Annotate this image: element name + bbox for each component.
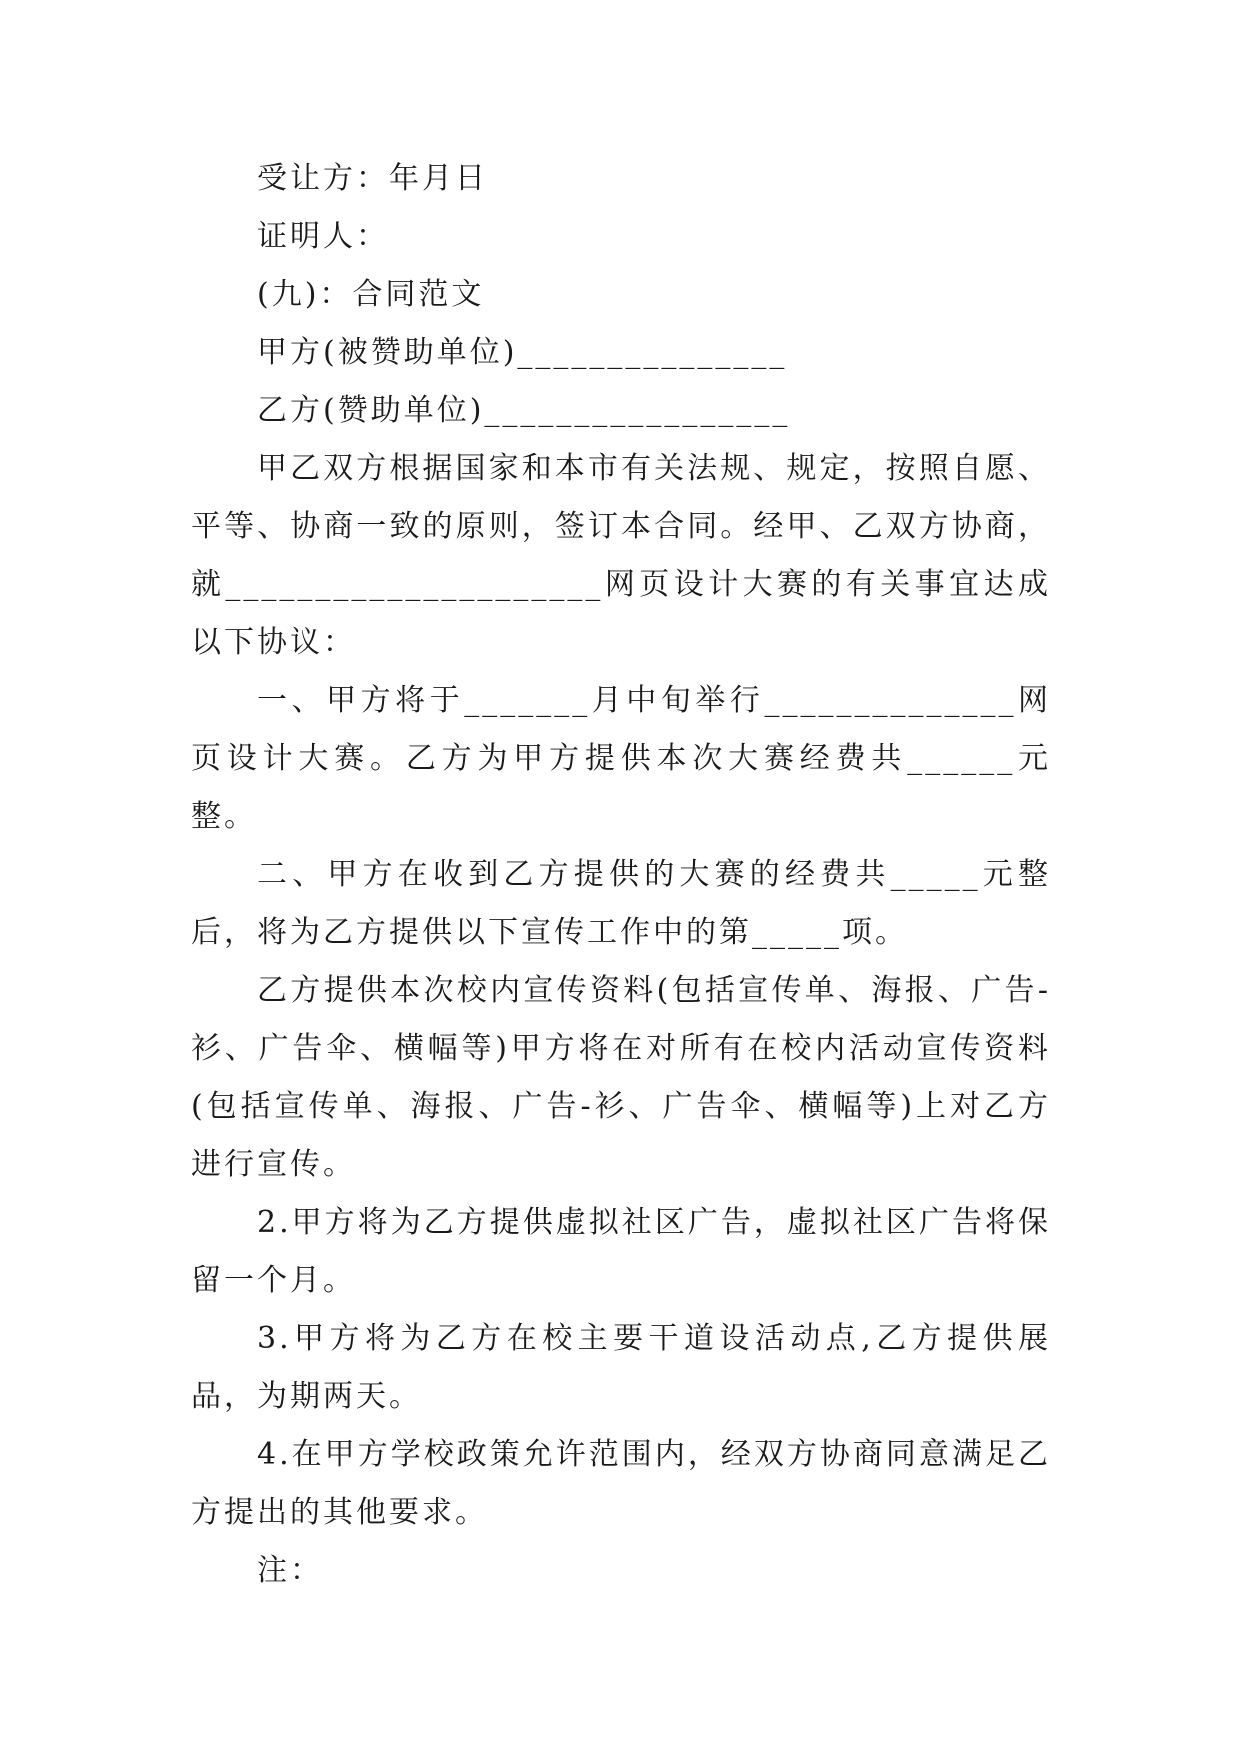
paragraph-item-4: 4.在甲方学校政策允许范围内，经双方协商同意满足乙方提出的其他要求。 (191, 1437, 1051, 1530)
paragraph-clause-2: 二、甲方在收到乙方提供的大赛的经费共_____元整后，将为乙方提供以下宣传工作中的第_____项。 (191, 857, 1051, 950)
paragraph-preamble: 甲乙双方根据国家和本市有关法规、规定，按照自愿、平等、协商一致的原则，签订本合同。经甲、乙双方协商，就_____________________网页设计大赛的有关事宜达成以下协议： (191, 451, 1051, 660)
paragraph-item-2: 2.甲方将为乙方提供虚拟社区广告，虚拟社区广告将保留一个月。 (191, 1205, 1051, 1298)
paragraph-note: 注： (257, 1553, 323, 1588)
paragraph-item-3: 3.甲方将为乙方在校主要干道设活动点,乙方提供展品，为期两天。 (191, 1321, 1051, 1414)
paragraph-section-title: (九)：合同范文 (257, 277, 485, 312)
paragraph-party-b: 乙方(赞助单位)_________________ (257, 393, 791, 428)
paragraph-witness: 证明人： (257, 219, 389, 254)
paragraph-clause-1: 一、甲方将于_______月中旬举行______________网页设计大赛。乙方为甲方提供本次大赛经费共______元整。 (191, 683, 1051, 834)
document-body (191, 150, 1051, 1600)
paragraph-party-a: 甲方(被赞助单位)_______________ (257, 335, 788, 370)
paragraph-assignee-date: 受让方：年月日 (257, 161, 488, 196)
paragraph-promo-materials: 乙方提供本次校内宣传资料(包括宣传单、海报、广告-衫、广告伞、横幅等)甲方将在对所有在校内活动宣传资料(包括宣传单、海报、广告-衫、广告伞、横幅等)上对乙方进行宣传。 (191, 973, 1051, 1182)
